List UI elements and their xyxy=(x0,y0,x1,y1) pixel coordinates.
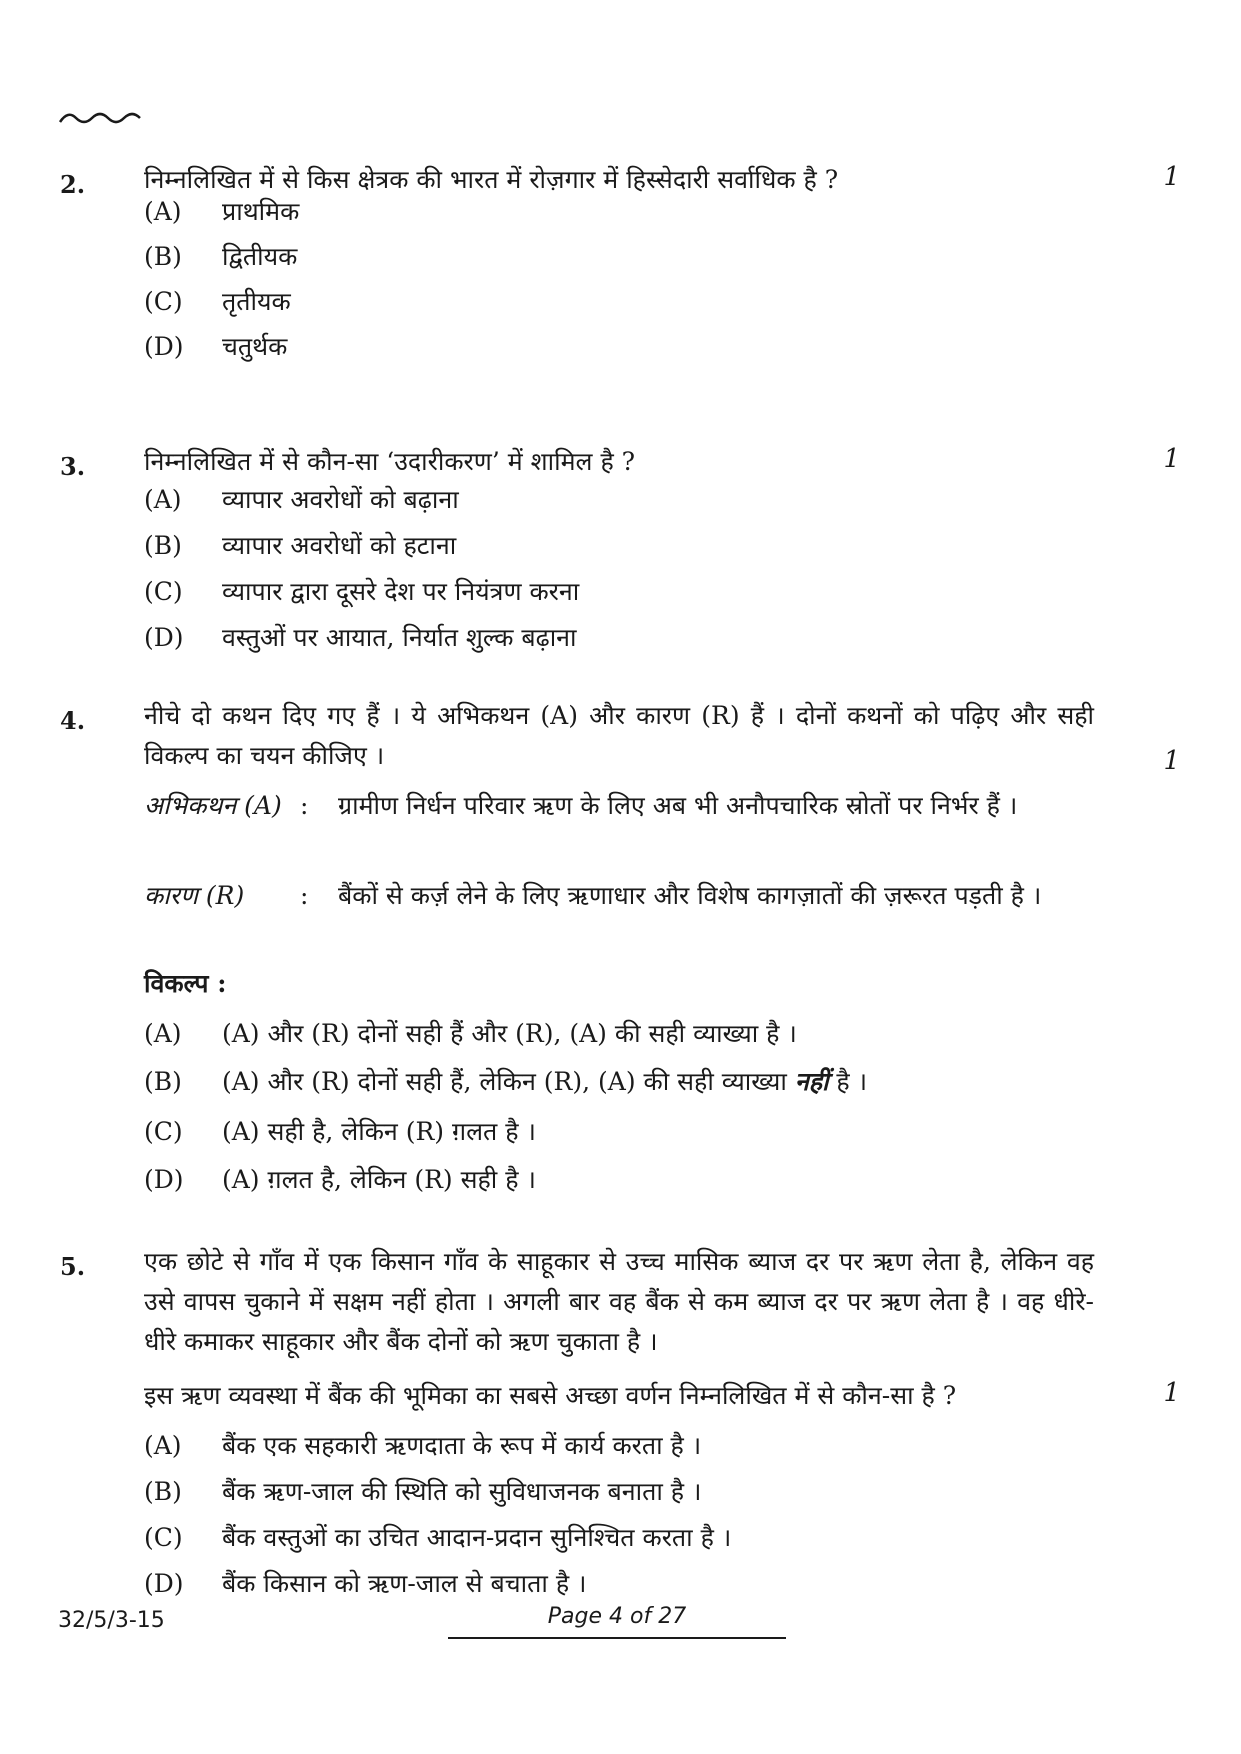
page-number: Page 4 of 27 xyxy=(448,1604,786,1639)
option-c: (C) (A) सही है, लेकिन (R) ग़लत है । xyxy=(144,1117,536,1146)
assertion-colon: : xyxy=(300,791,309,820)
emphasis-nahin: नहीं xyxy=(794,1067,829,1096)
marks: 1 xyxy=(1163,444,1180,474)
question-text: एक छोटे से गाँव में एक किसान गाँव के साहूकार से उच्च मासिक ब्याज दर पर ऋण लेता है, लेकिन वह उसे वापस चुकाने में सक्षम नहीं होता । अगली बार वह बैंक से कम ब्याज दर पर ऋण लेता है । वह धीरे-धीरे कमाकर साहूकार और बैंक दोनों को ऋण चुकाता है । xyxy=(144,1247,1094,1356)
option-b: (B) व्यापार अवरोधों को हटाना xyxy=(144,531,457,560)
reason xyxy=(144,876,1094,916)
reason-label: कारण (R) xyxy=(144,881,245,910)
assertion-text: ग्रामीण निर्धन परिवार ऋण के लिए अब भी अनौपचारिक स्रोतों पर निर्भर हैं । xyxy=(338,791,1018,820)
assertion-label: अभिकथन (A) xyxy=(144,791,282,820)
option-d: (D) वस्तुओं पर आयात, निर्यात शुल्क बढ़ाना xyxy=(144,623,577,652)
question-prompt: इस ऋण व्यवस्था में बैंक की भूमिका का सबसे अच्छा वर्णन निम्नलिखित में से कौन-सा है ? xyxy=(144,1381,957,1410)
tilde-mark xyxy=(58,104,148,134)
question-number: 2. xyxy=(60,170,86,199)
question-text: निम्नलिखित में से कौन-सा ‘उदारीकरण’ में शामिल है ? xyxy=(144,447,636,476)
marks: 1 xyxy=(1163,162,1180,192)
option-a: (A) (A) और (R) दोनों सही हैं और (R), (A) की सही व्याख्या है । xyxy=(144,1019,797,1048)
option-d: (D) चतुर्थक xyxy=(144,332,288,361)
option-b: (B) द्वितीयक xyxy=(144,242,298,271)
option-d: (D) बैंक किसान को ऋण-जाल से बचाता है । xyxy=(144,1569,587,1598)
option-b: (B) बैंक ऋण-जाल की स्थिति को सुविधाजनक बनाता है । xyxy=(144,1477,702,1506)
option-a: (A) बैंक एक सहकारी ऋणदाता के रूप में कार्य करता है । xyxy=(144,1431,702,1460)
option-c: (C) बैंक वस्तुओं का उचित आदान-प्रदान सुनिश्चित करता है । xyxy=(144,1523,732,1552)
option-a: (A) व्यापार अवरोधों को बढ़ाना xyxy=(144,485,459,514)
options-heading: विकल्प : xyxy=(144,969,227,998)
option-b: (B) (A) और (R) दोनों सही हैं, लेकिन (R), (A) की सही व्याख्या नहीं है । xyxy=(144,1067,868,1096)
marks: 1 xyxy=(1163,1378,1180,1408)
reason-colon: : xyxy=(300,881,309,910)
paper-code: 32/5/3-15 xyxy=(58,1608,165,1633)
question-number: 5. xyxy=(60,1252,86,1281)
marks: 1 xyxy=(1163,746,1180,776)
reason-text: बैंकों से कर्ज़ लेने के लिए ऋणाधार और विशेष कागज़ातों की ज़रूरत पड़ती है । xyxy=(338,881,1042,910)
question-text: नीचे दो कथन दिए गए हैं । ये अभिकथन (A) और कारण (R) हैं । दोनों कथनों को पढ़िए और सही विकल्प का चयन कीजिए । xyxy=(144,701,1094,770)
option-a: (A) प्राथमिक xyxy=(144,197,300,226)
question-number: 3. xyxy=(60,452,86,481)
option-c: (C) तृतीयक xyxy=(144,287,291,316)
assertion xyxy=(144,786,1094,826)
question-number: 4. xyxy=(60,706,86,735)
option-d: (D) (A) ग़लत है, लेकिन (R) सही है । xyxy=(144,1165,536,1194)
option-c: (C) व्यापार द्वारा दूसरे देश पर नियंत्रण करना xyxy=(144,577,580,606)
question-text: निम्नलिखित में से किस क्षेत्रक की भारत में रोज़गार में हिस्सेदारी सर्वाधिक है ? xyxy=(144,165,839,194)
